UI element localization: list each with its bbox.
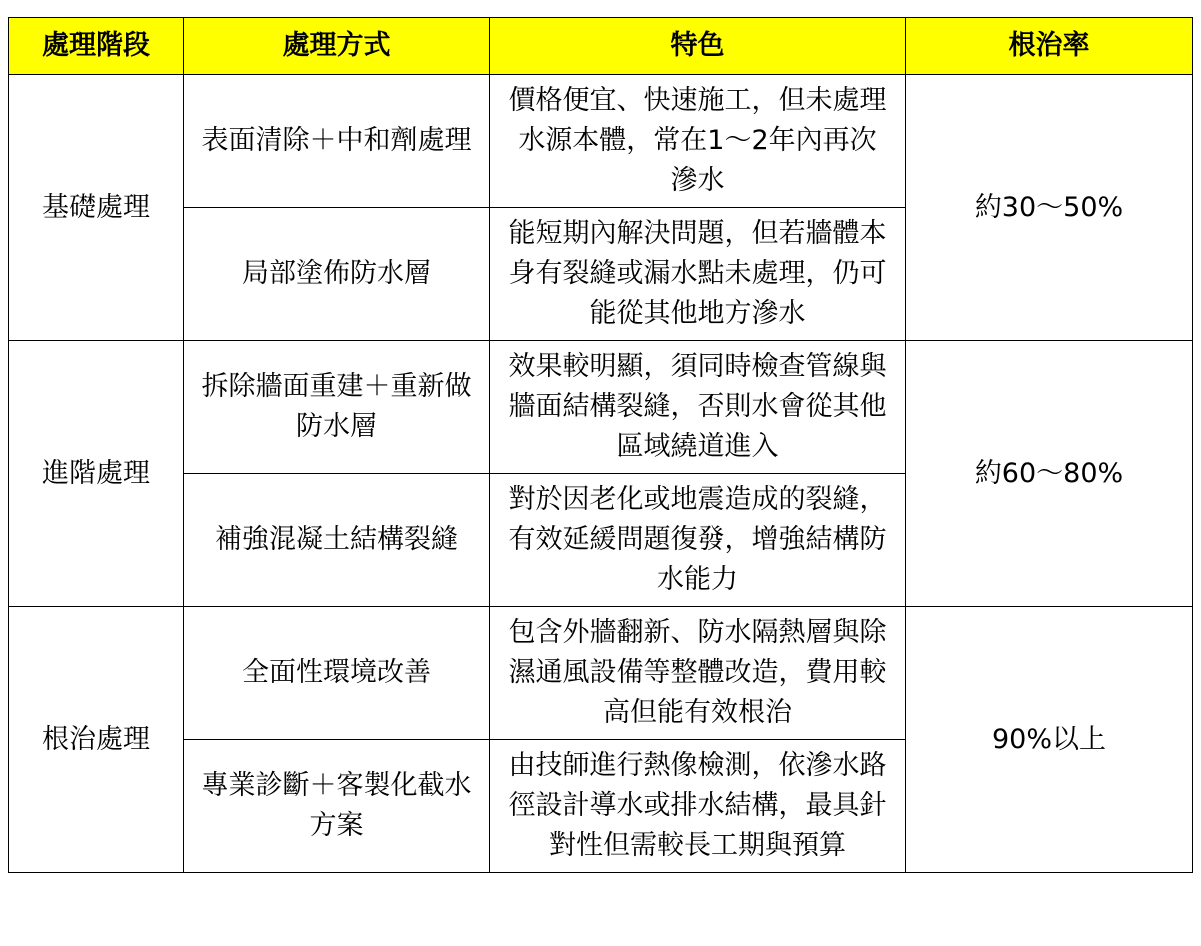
feature-text: 對於因老化或地震造成的裂縫，有效延緩問題復發，增強結構防水能力 [508,484,887,595]
header-stage: 處理階段 [9,18,184,75]
method-text: 表面清除＋中和劑處理 [201,125,472,156]
feature-cell [490,474,906,607]
header-feature: 特色 [490,18,906,75]
header-method: 處理方式 [184,18,490,75]
method-cell [184,208,490,341]
method-text: 全面性環境改善 [242,657,431,688]
feature-text: 由技師進行熱像檢測，依滲水路徑設計導水或排水結構，最具針對性但需較長工期與預算 [508,750,887,861]
method-text: 補強混凝土結構裂縫 [215,524,458,555]
treatment-table [8,17,1193,873]
feature-text: 價格便宜、快速施工，但未處理水源本體，常在1～2年內再次滲水 [508,85,887,196]
method-text: 專業診斷＋客製化截水方案 [201,770,472,841]
method-cell [184,341,490,474]
method-cell [184,474,490,607]
method-cell [184,607,490,740]
table-header [9,18,1193,75]
table-row [9,607,1193,740]
feature-text: 效果較明顯，須同時檢查管線與牆面結構裂縫，否則水會從其他區域繞道進入 [508,351,887,462]
feature-text: 能短期內解決問題，但若牆體本身有裂縫或漏水點未處理，仍可能從其他地方滲水 [508,218,887,329]
table-row [9,75,1193,208]
method-text: 拆除牆面重建＋重新做防水層 [201,371,472,442]
feature-cell [490,341,906,474]
table-row [9,341,1193,474]
feature-cell [490,208,906,341]
method-cell [184,75,490,208]
method-text: 局部塗佈防水層 [242,258,431,289]
feature-cell [490,607,906,740]
rate-cell: 約30～50% [906,75,1193,341]
table-body [9,75,1193,873]
feature-cell [490,75,906,208]
header-rate: 根治率 [906,18,1193,75]
stage-cell: 進階處理 [9,341,184,607]
method-cell [184,740,490,873]
rate-cell: 90%以上 [906,607,1193,873]
stage-cell: 根治處理 [9,607,184,873]
rate-cell: 約60～80% [906,341,1193,607]
header-row [9,18,1193,75]
feature-cell [490,740,906,873]
stage-cell: 基礎處理 [9,75,184,341]
feature-text: 包含外牆翻新、防水隔熱層與除濕通風設備等整體改造，費用較高但能有效根治 [508,617,887,728]
